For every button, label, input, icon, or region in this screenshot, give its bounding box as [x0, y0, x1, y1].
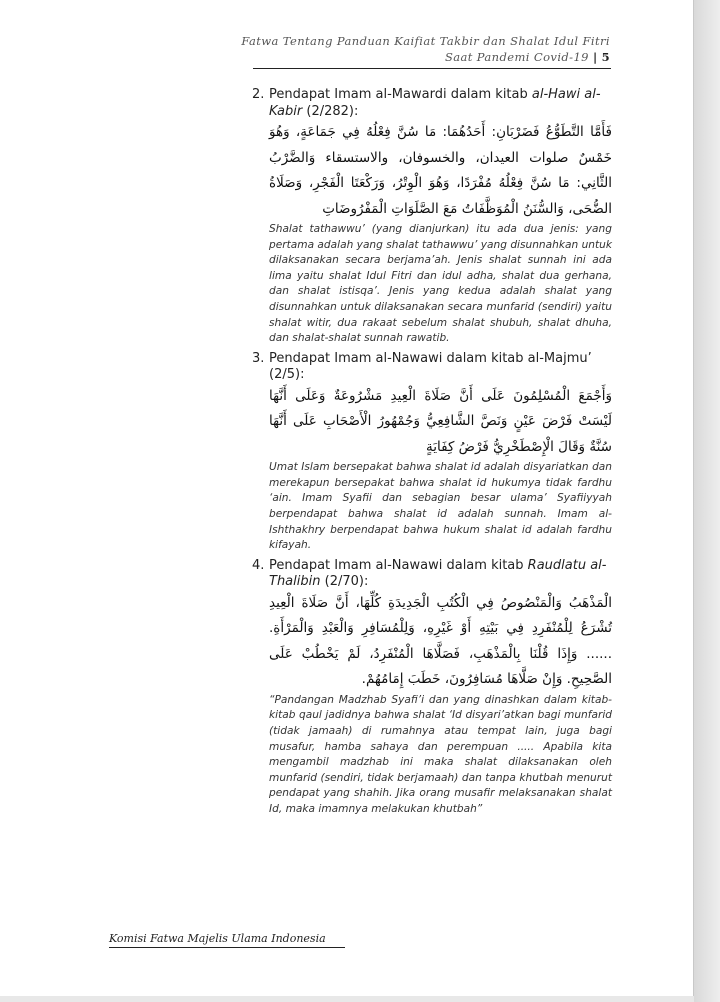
item-heading: [252, 351, 612, 384]
translation-text: Shalat tathawwu’ (yang dianjurkan) itu ada dua jenis: yang pertama adalah yang shalat tathawwu’ yang disunnahkan untuk dilaksanakan secara berjama’ah. Jenis shalat sunnah ini ada lima yaitu shalat Idul Fitri dan idul adha, shalat dua gerhana, dan shalat istisqa’. Jenis yang kedua adalah shalat yang disunnahkan untuk dilaksanakan secara munfarid (sendiri) yaitu shalat witir, dua rakaat sebelum shalat shubuh, shalat dhuha, dan shalat-shalat sunnah rawatib.: [269, 223, 612, 345]
list-item: [252, 558, 612, 818]
footer-divider: [109, 947, 345, 948]
item-heading-text: [269, 558, 612, 591]
arabic-quote: وَأَجْمَعَ الْمُسْلِمُونَ عَلَى أَنَّ صَلَاةَ الْعِيدِ مَشْرُوعَةٌ وَعَلَى أَنَّهَا لَيْسَتْ فَرْضَ عَيْنٍ وَنَصَّ الشَّافِعِيُّ وَجُمْهُورُ الْأَصْحَابِ عَلَى أَنَّهَا سُنَّةٌ وَقَالَ الْإِصْطَخْرِيُّ فَرْضُ كِفَايَةٍ: [269, 387, 612, 455]
item-number: 2.: [252, 87, 265, 102]
page-edge: [693, 0, 720, 1002]
main-content: [252, 87, 612, 822]
page-number: 5: [601, 49, 610, 64]
arabic-quote: الْمَذْهَبُ وَالْمَنْصُوصُ فِي الْكُتُبِ الْجَدِيدَةِ كُلِّهَا، أَنَّ صَلَاةَ الْعِيدِ تُشْرَعُ لِلْمُنْفَرِدِ فِي بَيْتِهِ أَوْ غَيْرِهِ، وَلِلْمُسَافِرِ وَالْعَبْدِ وَالْمَرْأَةِ. ...... وَإِذَا قُلْنَا بِالْمَذْهَبِ، فَصَلَّاهَا الْمُنْفَرِدُ، لَمْ يَخْطُبْ عَلَى الصَّحِيحِ. وَإِنْ صَلَّاهَا مُسَافِرُونَ، خَطَبَ إِمَامُهُمْ.: [269, 594, 612, 688]
item-number: 4.: [252, 557, 265, 573]
list-item: [252, 351, 612, 554]
header-subtitle-line: [190, 50, 610, 66]
translation-text: “Pandangan Madzhab Syafi’i dan yang dinashkan dalam kitab-kitab qaul jadidnya bahwa shalat ‘Id disyari’atkan bagi munfarid (tidak jamaah) di rumahnya atau tempat lain, juga bagi musafur, hamba sahaya dan perempuan ..... Apabila kita mengambil madzhab ini maka shalat dilaksanakan oleh munfarid (sendiri, tidak berjamaah) dan tanpa khutbah menurut pendapat yang shahih. Jika orang musafir melaksanakan shalat Id, maka imamnya melakukan khutbah”: [269, 693, 612, 815]
footer-text: Komisi Fatwa Majelis Ulama Indonesia: [109, 932, 326, 945]
heading-reference: (2/282):: [302, 103, 359, 119]
item-heading-text: [269, 87, 612, 120]
list-item: [252, 87, 612, 347]
heading-plain: Pendapat Imam al-Nawawi dalam kitab: [269, 557, 528, 573]
heading-plain: Pendapat Imam al-Nawawi dalam kitab al-Majmu’ (2/5):: [269, 350, 592, 383]
running-header: [190, 34, 610, 65]
heading-reference: (2/70):: [320, 574, 369, 590]
heading-book-title: Raudlatu al-Thalibin: [269, 557, 607, 590]
arabic-quote: فَأَمَّا التَّطَوُّعُ فَضَرْبَانِ: أَحَدُهُمَا: مَا سُنَّ فِعْلُهُ فِي جَمَاعَةٍ، وَهُوَ خَمْسٌ صلوات العيدان، والخسوفان، والاستسقاء وَالضَّرْبُ الثَّانِي: مَا سُنَّ فِعْلُهُ مُفْرَدًا، وَهُوَ الْوِتْرُ، وَرَكْعَتَا الْفَجْرِ، وَصَلَاةُ الضُّحَى، وَالسُّنَنُ الْمُوَظَّفَاتُ مَعَ الصَّلَوَاتِ الْمَفْرُوضَاتِ: [269, 124, 612, 217]
heading-plain: Pendapat Imam al-Mawardi dalam kitab: [269, 87, 532, 102]
item-heading-text: [269, 351, 612, 384]
header-title: Fatwa Tentang Panduan Kaifiat Takbir dan Shalat Idul Fitri: [241, 34, 610, 48]
item-heading: [252, 87, 612, 120]
header-subtitle: Saat Pandemi Covid-19: [444, 49, 589, 64]
item-heading: [252, 558, 612, 591]
translation-text: Umat Islam bersepakat bahwa shalat id adalah disyariatkan dan merekapun bersepakat bahwa shalat id hukumya tidak fardhu ‘ain. Imam Syafii dan sebagian besar ulama’ Syafiiyyah berpendapat bahwa shalat id adalah sunnah. Imam al-Ishthakhry berpendapat bahwa hukum shalat id adalah fardhu kifayah.: [269, 461, 612, 552]
page-bottom-edge: [0, 996, 694, 1002]
header-separator: |: [592, 49, 598, 64]
header-divider: [253, 68, 611, 69]
item-number: 3.: [252, 350, 265, 366]
heading-book-title: al-Hawi al-Kabir: [269, 87, 601, 119]
